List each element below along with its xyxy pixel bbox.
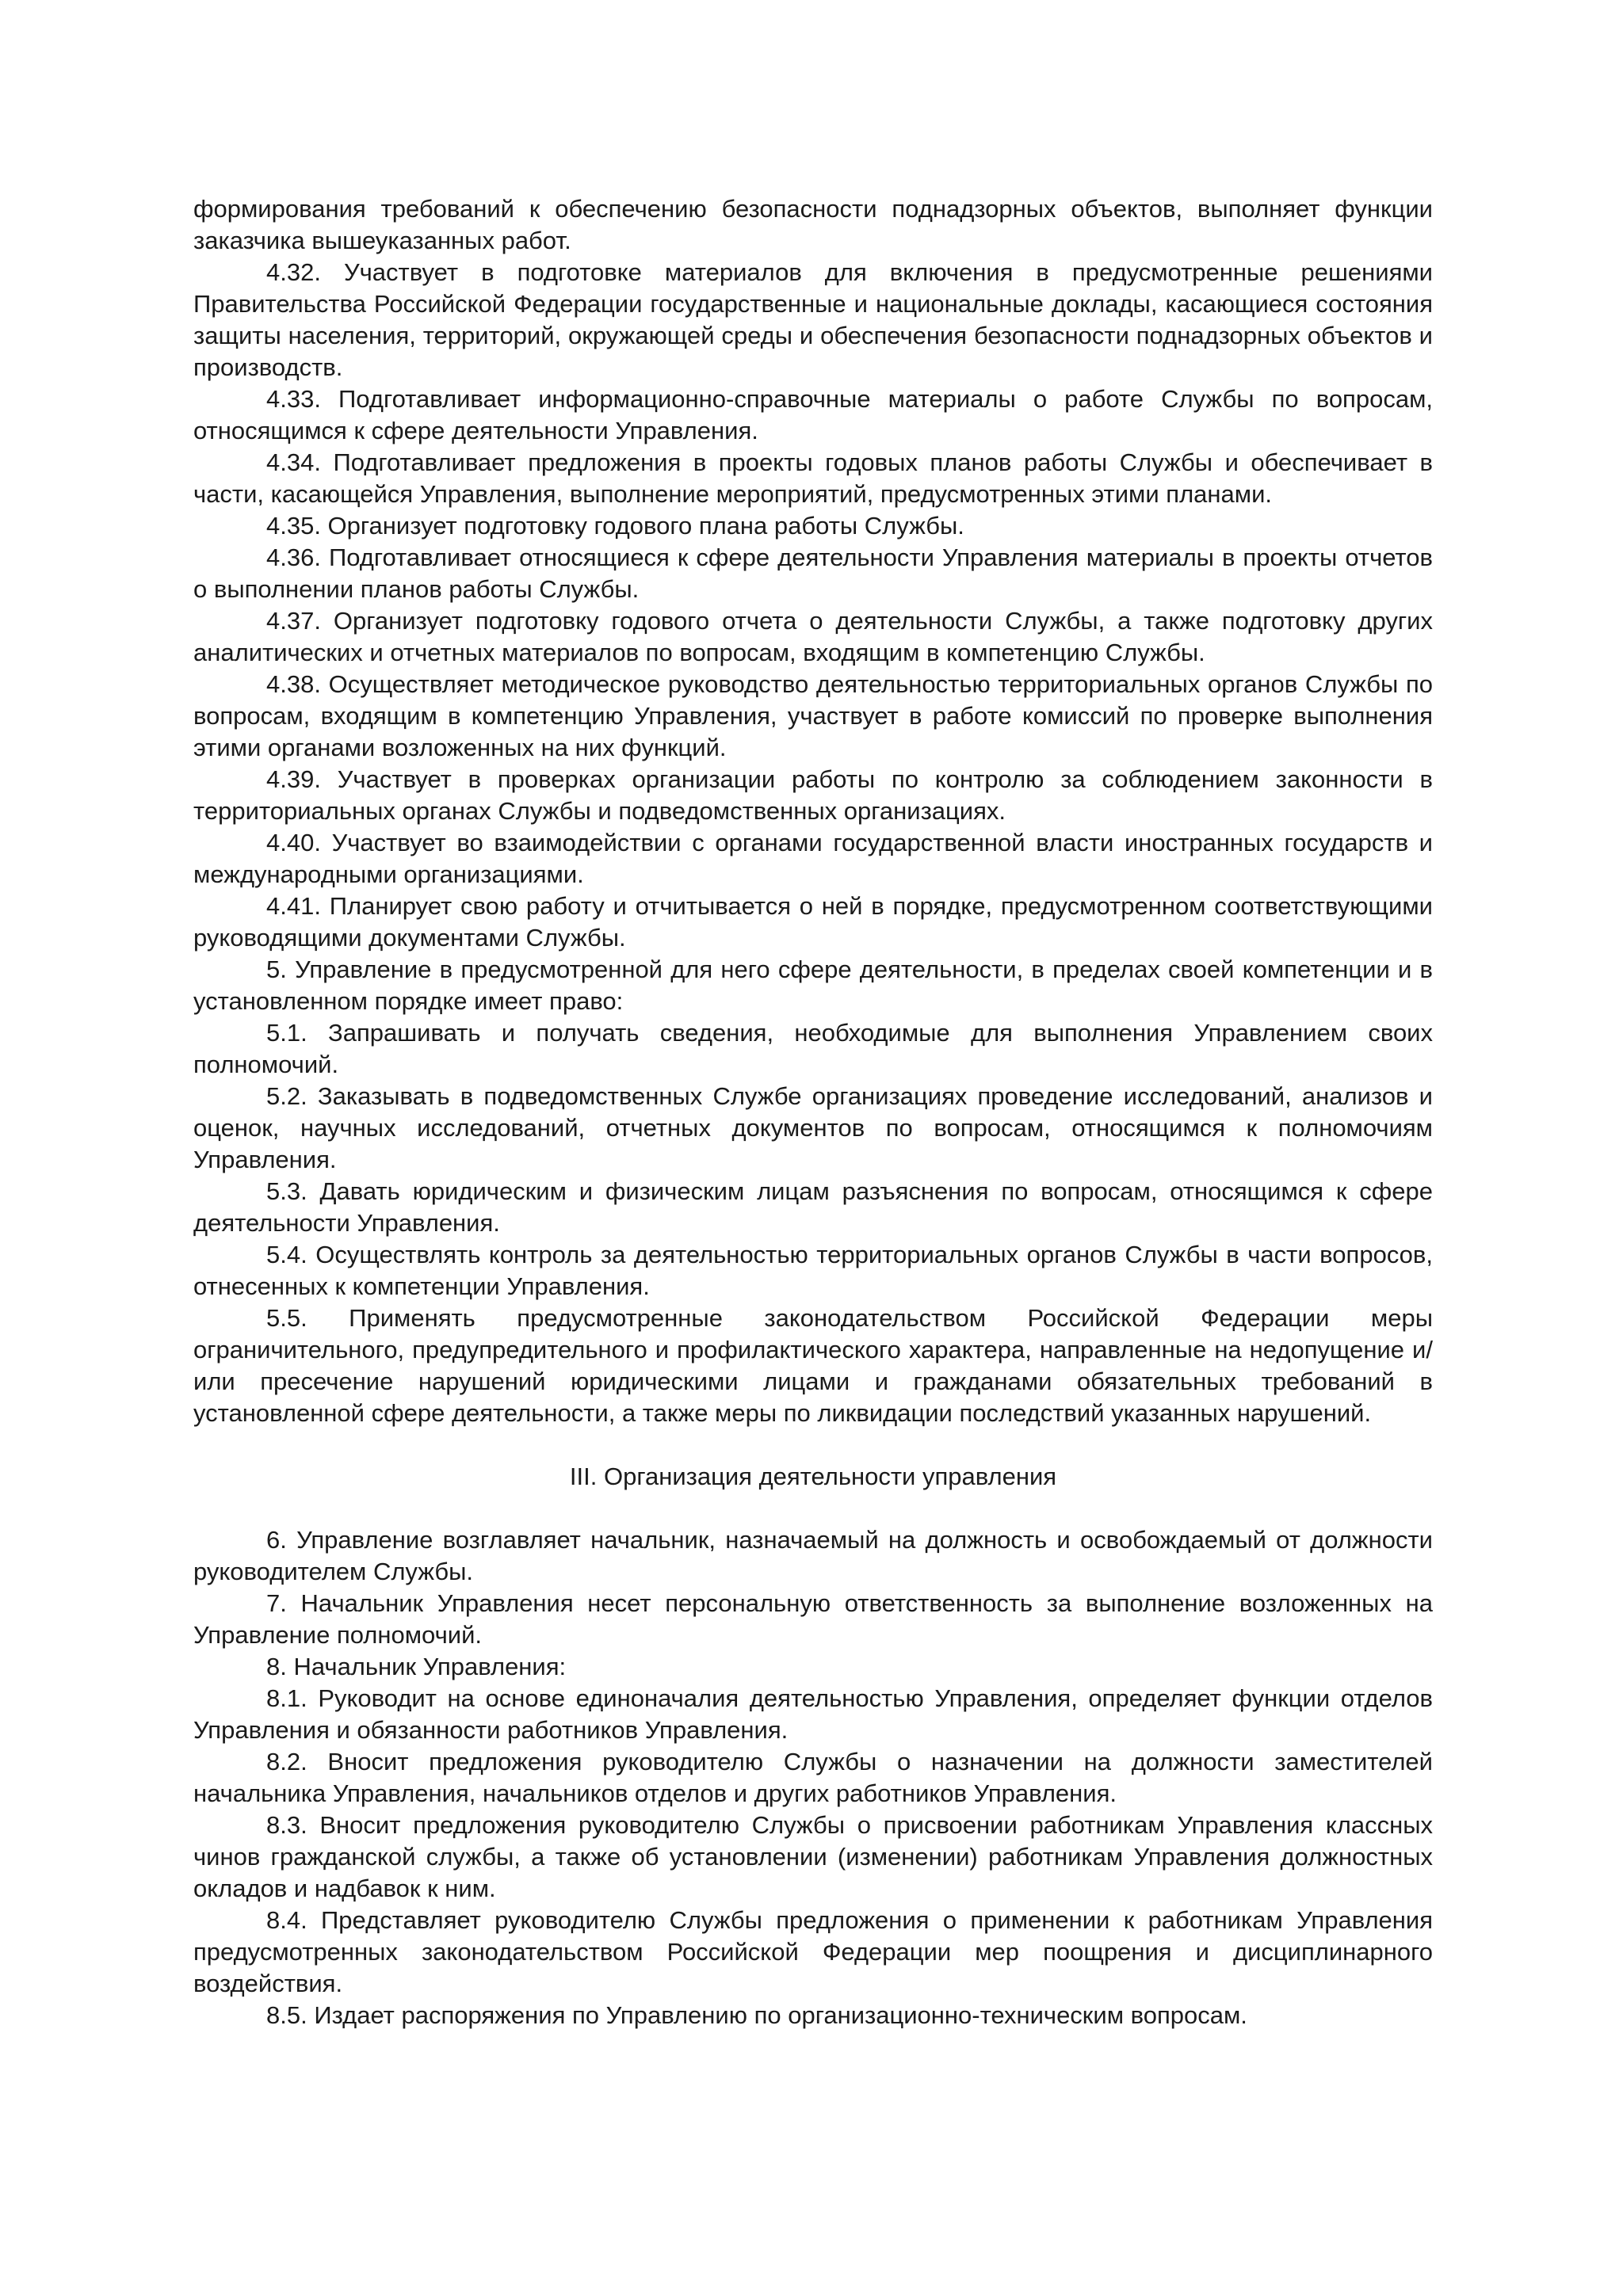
document-page (193, 193, 1433, 2031)
paragraph-6: 6. Управление возглавляет начальник, назначаемый на должность и освобождаемый от должности руководителем Службы. (193, 1526, 1433, 1585)
paragraph-4-33: 4.33. Подготавливает информационно-справочные материалы о работе Службы по вопросам, относящимся к сфере деятельности Управления. (193, 385, 1433, 444)
paragraph-5-2: 5.2. Заказывать в подведомственных Службе организациях проведение исследований, анализов и оценок, научных исследований, отчетных документов по вопросам, относящимся к полномочиям Управления. (193, 1082, 1433, 1173)
paragraph-5-3: 5.3. Давать юридическим и физическим лицам разъяснения по вопросам, относящимся к сфере деятельности Управления. (193, 1177, 1433, 1237)
paragraph-8-4: 8.4. Представляет руководителю Службы предложения о применении к работникам Управления предусмотренных законодательством Российской Федерации мер поощрения и дисциплинарного воздействия. (193, 1906, 1433, 1997)
paragraph-continuation: формирования требований к обеспечению безопасности поднадзорных объектов, выполняет функции заказчика вышеуказанных работ. (193, 195, 1433, 254)
paragraph-4-38: 4.38. Осуществляет методическое руководство деятельностью территориальных органов Службы по вопросам, входящим в компетенцию Управления, участвует в работе комиссий по проверке выполнения этими органами возложенных на них функций. (193, 670, 1433, 761)
paragraph-4-36: 4.36. Подготавливает относящиеся к сфере деятельности Управления материалы в проекты отчетов о выполнении планов работы Службы. (193, 543, 1433, 603)
paragraph-8-2: 8.2. Вносит предложения руководителю Службы о назначении на должности заместителей начальника Управления, начальников отделов и других работников Управления. (193, 1748, 1433, 1807)
paragraph-4-35: 4.35. Организует подготовку годового плана работы Службы. (266, 512, 964, 540)
paragraph-8: 8. Начальник Управления: (266, 1653, 567, 1680)
section-heading: III. Организация деятельности управления (569, 1463, 1057, 1490)
paragraph-4-32: 4.32. Участвует в подготовке материалов для включения в предусмотренные решениями Правительства Российской Федерации государственные и национальные доклады, касающиеся состояния защиты населения, территорий, окружающей среды и обеспечения безопасности поднадзорных объектов и производств. (193, 258, 1433, 381)
paragraph-4-34: 4.34. Подготавливает предложения в проекты годовых планов работы Службы и обеспечивает в части, касающейся Управления, выполнение мероприятий, предусмотренных этими планами. (193, 448, 1433, 508)
paragraph-8-3: 8.3. Вносит предложения руководителю Службы о присвоении работникам Управления классных чинов гражданской службы, а также об установлении (изменении) работникам Управления должностных окладов и надбавок к ним. (193, 1811, 1433, 1902)
paragraph-4-40: 4.40. Участвует во взаимодействии с органами государственной власти иностранных государств и международными организациями. (193, 829, 1433, 888)
paragraph-4-41: 4.41. Планирует свою работу и отчитывается о ней в порядке, предусмотренном соответствующими руководящими документами Службы. (193, 892, 1433, 952)
paragraph-7: 7. Начальник Управления несет персональную ответственность за выполнение возложенных на Управление полномочий. (193, 1589, 1433, 1649)
paragraph-4-39: 4.39. Участвует в проверках организации работы по контролю за соблюдением законности в территориальных органах Службы и подведомственных организациях. (193, 765, 1433, 825)
paragraph-8-5: 8.5. Издает распоряжения по Управлению по организационно-техническим вопросам. (266, 2001, 1247, 2029)
paragraph-8-1: 8.1. Руководит на основе единоначалия деятельностью Управления, определяет функции отделов Управления и обязанности работников Управления. (193, 1684, 1433, 1744)
paragraph-5-1: 5.1. Запрашивать и получать сведения, необходимые для выполнения Управлением своих полномочий. (193, 1019, 1433, 1078)
paragraph-5: 5. Управление в предусмотренной для него сфере деятельности, в пределах своей компетенции и в установленном порядке имеет право: (193, 955, 1433, 1015)
paragraph-5-4: 5.4. Осуществлять контроль за деятельностью территориальных органов Службы в части вопросов, отнесенных к компетенции Управления. (193, 1241, 1433, 1300)
paragraph-4-37: 4.37. Организует подготовку годового отчета о деятельности Службы, а также подготовку других аналитических и отчетных материалов по вопросам, входящим в компетенцию Службы. (193, 607, 1433, 666)
paragraph-5-5: 5.5. Применять предусмотренные законодательством Российской Федерации меры ограничительного, предупредительного и профилактического характера, направленные на недопущение и/или пресечение нарушений юридическими лицами и гражданами обязательных требований в установленной сфере деятельности, а также меры по ликвидации последствий указанных нарушений. (193, 1304, 1433, 1427)
